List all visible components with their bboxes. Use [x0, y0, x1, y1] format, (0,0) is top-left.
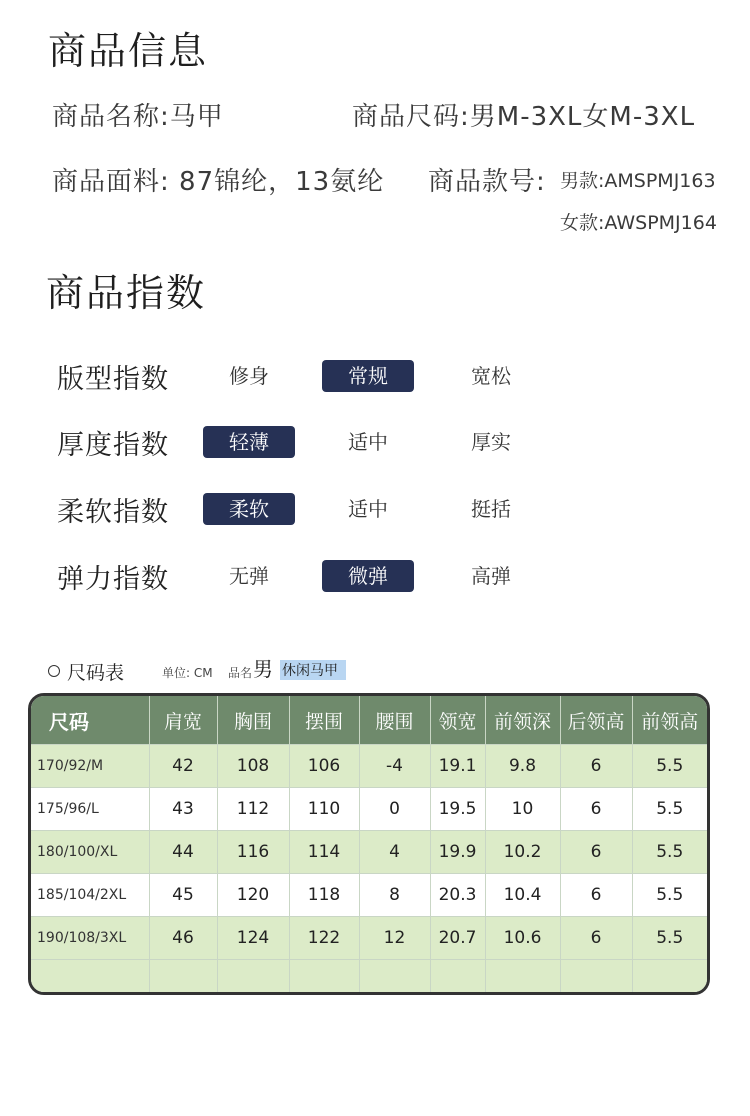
product-fabric: 商品面料: 87锦纶，13氨纶 [52, 167, 385, 197]
measure-cell: 6 [560, 831, 632, 874]
measure-cell: 19.1 [430, 745, 485, 788]
index-option-selected: 常规 [322, 360, 414, 392]
empty-cell [430, 960, 485, 996]
measure-cell: 45 [149, 874, 217, 917]
column-header: 尺码 [31, 696, 149, 745]
size-cell: 180/100/XL [31, 831, 149, 874]
measure-cell: 122 [289, 917, 359, 960]
measure-cell: 44 [149, 831, 217, 874]
measure-cell: 12 [359, 917, 430, 960]
style-no-women: 女款:AWSPMJ164 [560, 212, 717, 234]
measure-cell: 108 [217, 745, 289, 788]
table-row [31, 831, 707, 874]
index-label: 厚度指数 [57, 430, 169, 461]
measure-cell: 5.5 [632, 745, 707, 788]
column-header: 领宽 [430, 696, 485, 745]
measure-cell: 116 [217, 831, 289, 874]
measure-cell: 112 [217, 788, 289, 831]
measure-cell: 6 [560, 874, 632, 917]
measure-cell: 120 [217, 874, 289, 917]
empty-cell [359, 960, 430, 996]
index-option: 宽松 [471, 364, 511, 388]
column-header: 前领高 [632, 696, 707, 745]
empty-cell [31, 960, 149, 996]
style-no-label: 商品款号: [428, 167, 546, 197]
empty-cell [560, 960, 632, 996]
measure-cell: 9.8 [485, 745, 560, 788]
product-name: 商品名称:马甲 [52, 102, 224, 132]
table-row [31, 917, 707, 960]
index-option-selected: 轻薄 [203, 426, 295, 458]
measure-cell: 10.2 [485, 831, 560, 874]
size-chart-title: 尺码表 [67, 662, 125, 684]
index-option: 适中 [348, 497, 388, 521]
empty-cell [149, 960, 217, 996]
size-table [28, 693, 710, 995]
measure-cell: 6 [560, 745, 632, 788]
size-table-header [31, 696, 707, 745]
measure-cell: 19.5 [430, 788, 485, 831]
measure-cell: 5.5 [632, 917, 707, 960]
size-chart-name-label: 品名 [228, 666, 253, 680]
measure-cell: 10 [485, 788, 560, 831]
size-cell: 185/104/2XL [31, 874, 149, 917]
measure-cell: 0 [359, 788, 430, 831]
column-header: 胸围 [217, 696, 289, 745]
size-table-body [31, 745, 707, 996]
size-chart-category: 休闲马甲 [280, 660, 346, 680]
empty-cell [485, 960, 560, 996]
column-header: 肩宽 [149, 696, 217, 745]
column-header: 后领高 [560, 696, 632, 745]
measure-cell: 19.9 [430, 831, 485, 874]
index-option: 高弹 [471, 564, 511, 588]
size-cell: 175/96/L [31, 788, 149, 831]
measure-cell: 46 [149, 917, 217, 960]
measure-cell: 118 [289, 874, 359, 917]
column-header: 腰围 [359, 696, 430, 745]
index-option: 挺括 [471, 497, 511, 521]
size-cell: 170/92/M [31, 745, 149, 788]
measure-cell: 20.3 [430, 874, 485, 917]
measure-cell: 5.5 [632, 788, 707, 831]
column-header: 前领深 [485, 696, 560, 745]
circle-bullet-icon [48, 665, 60, 677]
empty-cell [217, 960, 289, 996]
measure-cell: 124 [217, 917, 289, 960]
measure-cell: 20.7 [430, 917, 485, 960]
index-option-selected: 柔软 [203, 493, 295, 525]
index-option: 厚实 [471, 430, 511, 454]
measure-cell: 4 [359, 831, 430, 874]
style-no-men: 男款:AMSPMJ163 [560, 170, 716, 192]
empty-cell [632, 960, 707, 996]
empty-row [31, 960, 707, 996]
measure-cell: 110 [289, 788, 359, 831]
measure-cell: 10.6 [485, 917, 560, 960]
product-size-range: 商品尺码:男M-3XL女M-3XL [352, 102, 696, 132]
size-chart-gender: 男 [253, 657, 273, 681]
index-option: 无弹 [229, 564, 269, 588]
table-row [31, 745, 707, 788]
measure-cell: 5.5 [632, 874, 707, 917]
measure-cell: 6 [560, 917, 632, 960]
product-index-heading: 商品指数 [46, 271, 207, 315]
measure-cell: 114 [289, 831, 359, 874]
measure-cell: 42 [149, 745, 217, 788]
size-chart-unit: 单位: CM [162, 666, 213, 680]
product-info-heading: 商品信息 [48, 29, 209, 73]
index-option-selected: 微弹 [322, 560, 414, 592]
column-header: 摆围 [289, 696, 359, 745]
size-cell: 190/108/3XL [31, 917, 149, 960]
index-label: 弹力指数 [57, 564, 169, 595]
table-row [31, 788, 707, 831]
measure-cell: 106 [289, 745, 359, 788]
measure-cell: -4 [359, 745, 430, 788]
index-label: 版型指数 [57, 364, 169, 395]
measure-cell: 43 [149, 788, 217, 831]
measure-cell: 8 [359, 874, 430, 917]
index-option: 修身 [229, 364, 269, 388]
table-row [31, 874, 707, 917]
index-option: 适中 [348, 430, 388, 454]
measure-cell: 5.5 [632, 831, 707, 874]
index-label: 柔软指数 [57, 497, 169, 528]
empty-cell [289, 960, 359, 996]
measure-cell: 10.4 [485, 874, 560, 917]
measure-cell: 6 [560, 788, 632, 831]
